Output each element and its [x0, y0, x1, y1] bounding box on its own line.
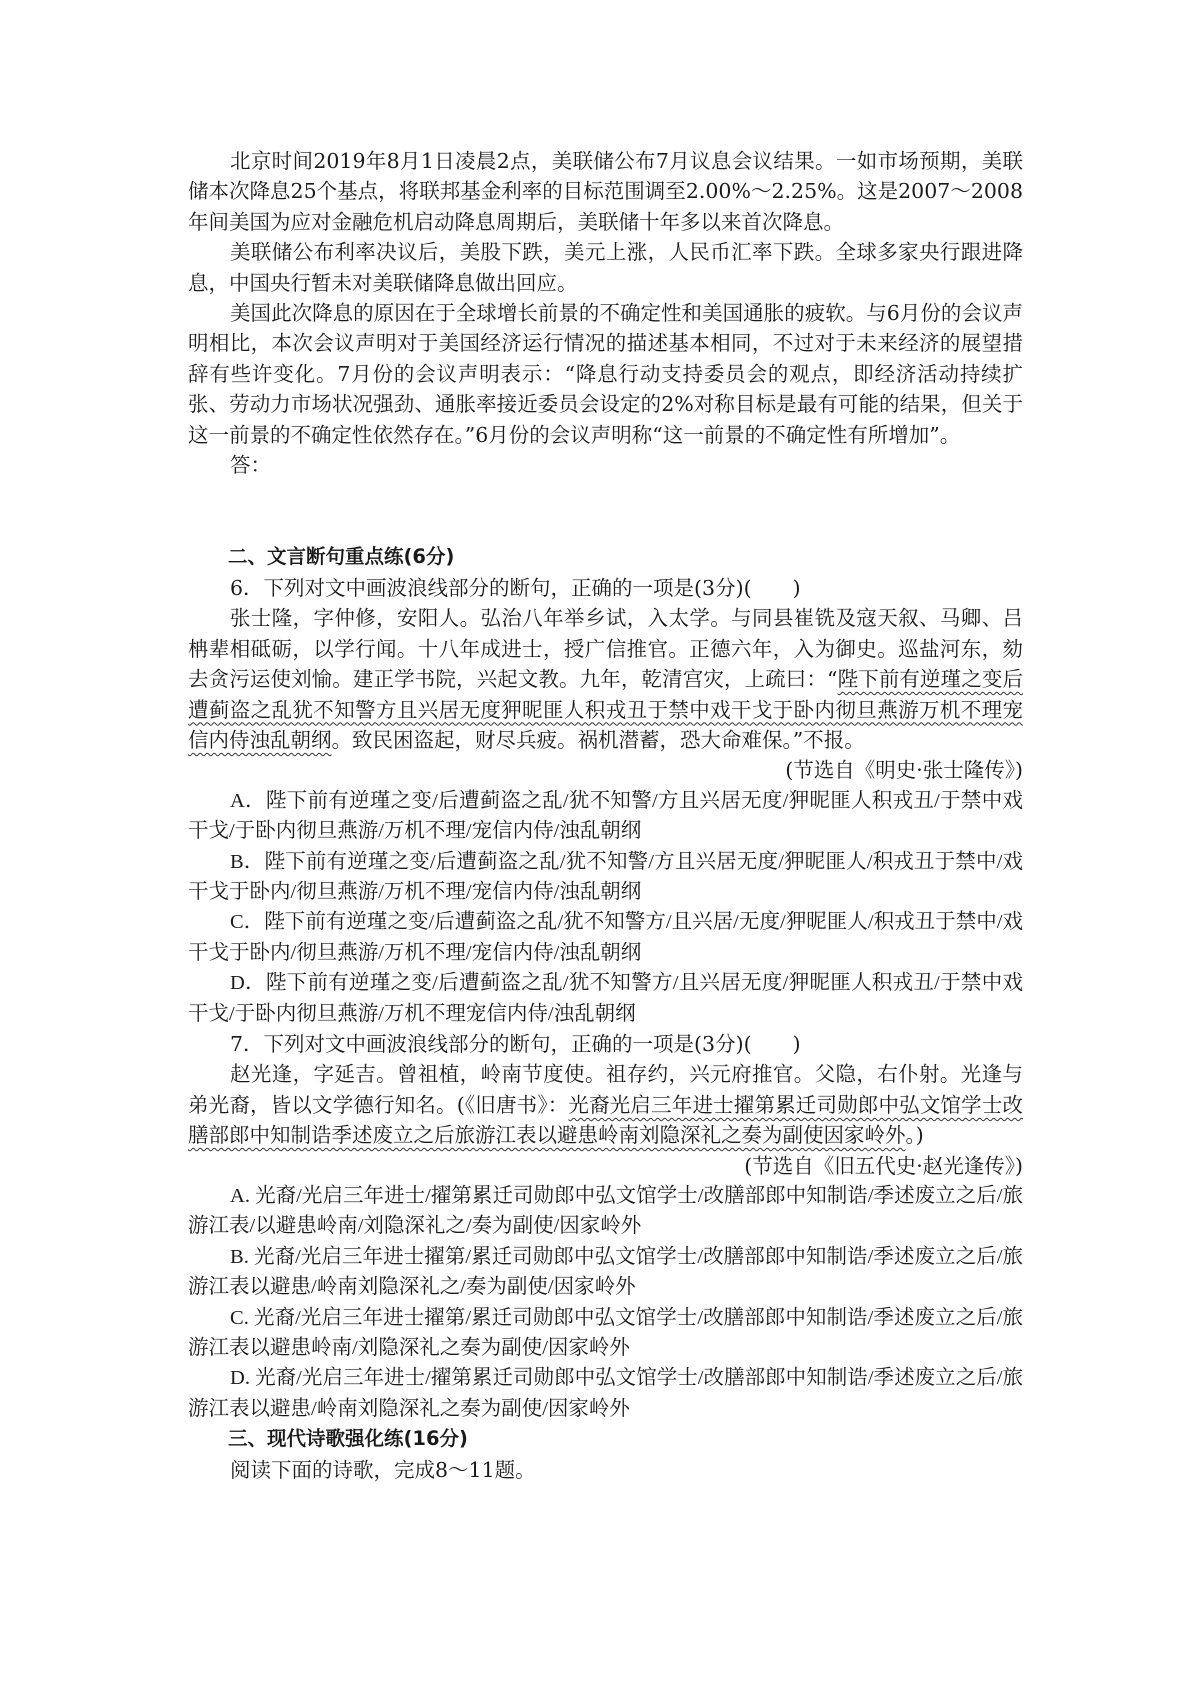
question-6-source: (节选自《明史·张士隆传》) [785, 758, 1023, 783]
question-7-option-a: A. 光裔/光启三年进士/擢第累迁司勋郎中弘文馆学士/改膳部郎中知制诰/季述废立之后/旅游江表/以避患岭南/刘隐深礼之/奏为副使/因家岭外 [188, 1185, 1023, 1238]
question-7-source: (节选自《旧五代史·赵光逢传》) [744, 1153, 1023, 1178]
passage-paragraph-1: 北京时间2019年8月1日凌晨2点，美联储公布7月议息会议结果。一如市场预期，美联储本次降息25个基点，将联邦基金利率的目标范围调至2.00%～2.25%。这是2007～2008年间美国为应对金融危机启动降息周期后，美联储十年多以来首次降息。 [188, 149, 1023, 234]
page-content [188, 146, 1023, 1485]
question-6-option-a: A．陛下前有逆瑾之变/后遭蓟盗之乱/犹不知警/方且兴居无度/狎昵匪人积戎丑/于禁中戏干戈/于卧内彻旦燕游/万机不理/宠信内侍/浊乱朝纲 [188, 789, 1023, 843]
question-7-option-b: B. 光裔/光启三年进士擢第/累迁司勋郎中弘文馆学士/改膳部郎中知制诰/季述废立之后/旅游江表以避患/岭南刘隐深礼之/奏为副使/因家岭外 [188, 1245, 1023, 1299]
question-7-passage [188, 1059, 1023, 1150]
question-7-stem: 7．下列对文中画波浪线部分的断句，正确的一项是(3分)( ) [230, 1031, 801, 1056]
q7-text-before: 赵光逢，字延吉。曾祖植，岭南节度使。祖存约，兴元府推官。父隐，右仆射。光逢与弟光裔，皆以文学德行知名。(《旧唐书》： [188, 1062, 1023, 1117]
section-2-heading: 二、文言断句重点练(6分) [227, 545, 455, 569]
question-6-option-c: C．陛下前有逆瑾之变/后遭蓟盗之乱/犹不知警方/且兴居/无度/狎昵匪人/积戎丑于禁中/戏干戈于卧内/彻旦燕游/万机不理/宠信内侍/浊乱朝纲 [188, 911, 1023, 964]
answer-space [188, 480, 1023, 542]
question-6-passage [188, 603, 1023, 755]
question-7-option-c: C. 光裔/光启三年进士擢第/累迁司勋郎中弘文馆学士/改膳部郎中知制诰/季述废立之后/旅游江表以避患岭南/刘隐深礼之奏为副使/因家岭外 [188, 1306, 1023, 1360]
q7-wavy-underlined-text: 光裔光启三年进士擢第累迁司勋郎中弘文馆学士改膳部郎中知制诰季述废立之后旅游江表以避患岭南刘隐深礼之奏为副使因家岭外 [188, 1092, 1024, 1148]
q7-text-after: 。) [905, 1123, 924, 1148]
question-6-stem: 6．下列对文中画波浪线部分的断句，正确的一项是(3分)( ) [230, 575, 801, 600]
question-6-option-b: B．陛下前有逆瑾之变/后遭蓟盗之乱/犹不知警/方且兴居无度/狎昵匪人/积戎丑于禁中/戏干戈于卧内/彻旦燕游/万机不理/宠信内侍/浊乱朝纲 [188, 850, 1023, 903]
section-3-instruction: 阅读下面的诗歌，完成8～11题。 [230, 1457, 536, 1482]
q6-wavy-underlined-text: 陛下前有逆瑾之变后遭蓟盗之乱犹不知警方且兴居无度狎昵匪人积戎丑于禁中戏干戈于卧内彻旦燕游万机不理宠信内侍浊乱朝纲 [188, 667, 1024, 752]
question-7-option-d: D. 光裔/光启三年进士/擢第累迁司勋郎中弘文馆学士/改膳部郎中知制诰/季述废立之后/旅游江表以避患/岭南刘隐深礼之奏为副使/因家岭外 [188, 1367, 1023, 1420]
passage-paragraph-3: 美国此次降息的原因在于全球增长前景的不确定性和美国通胀的疲软。与6月份的会议声明相比，本次会议声明对于美国经济运行情况的描述基本相同，不过对于未来经济的展望措辞有些许变化。7月份的会议声明表示：“降息行动支持委员会的观点，即经济活动持续扩张、劳动力市场状况强劲、通胀率接近委员会设定的2%对称目标是最有可能的结果，但关于这一前景的不确定性依然存在。”6月份的会议声明称“这一前景的不确定性有所增加”。 [188, 301, 1023, 447]
q6-text-before: 张士隆，字仲修，安阳人。弘治八年举乡试，入太学。与同县崔铣及寇天叙、马卿、吕柟辈相砥砺，以学行闻。十八年成进士，授广信推官。正德六年，入为御史。巡盐河东，劾去贪污运使刘愉。建正学书院，兴起文教。九年，乾清宫灾，上疏曰：“ [188, 606, 1023, 692]
passage-paragraph-2: 美联储公布利率决议后，美股下跌，美元上涨，人民币汇率下跌。全球多家央行跟进降息，中国央行暂未对美联储降息做出回应。 [188, 240, 1023, 295]
question-6-option-d: D．陛下前有逆瑾之变/后遭蓟盗之乱/犹不知警方/且兴居无度/狎昵匪人积戎丑/于禁中戏干戈/于卧内彻旦燕游/万机不理宠信内侍/浊乱朝纲 [188, 972, 1023, 1025]
q6-text-after: 。致民困盗起，财尽兵疲。祸机潜蓄，恐大命难保。”不报。 [331, 727, 865, 752]
answer-label: 答： [230, 453, 272, 478]
section-3-heading: 三、现代诗歌强化练(16分) [227, 1427, 468, 1451]
